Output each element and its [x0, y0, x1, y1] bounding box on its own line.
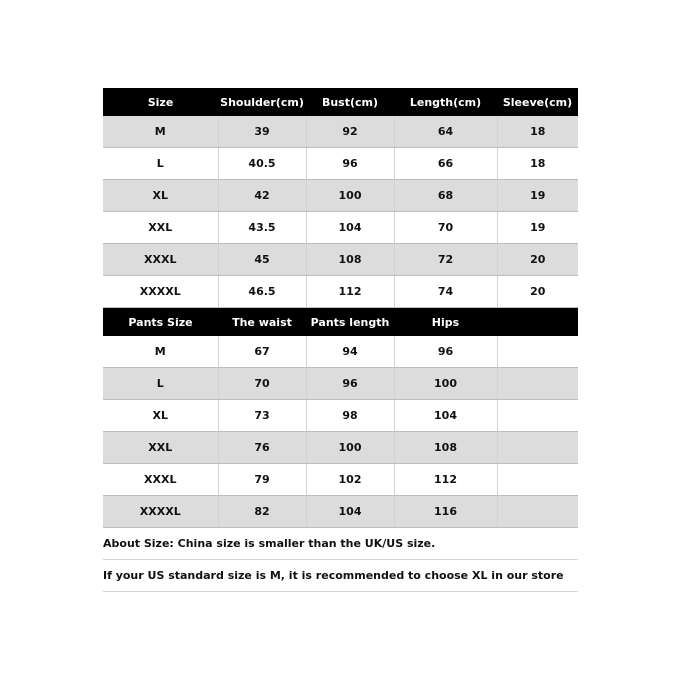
pants-table-value-cell: 94 — [306, 336, 394, 368]
pants-table-value-cell: 116 — [394, 496, 497, 528]
pants-table-value-cell: 102 — [306, 464, 394, 496]
top-table-row — [103, 148, 578, 180]
size-notes — [103, 528, 578, 592]
pants-table-value-cell — [497, 368, 578, 400]
size-table — [103, 88, 578, 528]
top-table-value-cell: 66 — [394, 148, 497, 180]
top-table-value-cell: 20 — [497, 276, 578, 308]
pants-table-header-row — [103, 308, 578, 337]
pants-table-value-cell: 82 — [218, 496, 306, 528]
top-table-row — [103, 276, 578, 308]
top-table-value-cell: 46.5 — [218, 276, 306, 308]
pants-table-row — [103, 368, 578, 400]
top-table-value-cell: 64 — [394, 116, 497, 148]
pants-table-value-cell: 76 — [218, 432, 306, 464]
pants-table-value-cell: 70 — [218, 368, 306, 400]
pants-table-row — [103, 432, 578, 464]
pants-table-value-cell: 100 — [306, 432, 394, 464]
pants-table-header-cell — [497, 308, 578, 337]
size-chart — [103, 88, 578, 592]
top-table-size-cell: XXL — [103, 212, 218, 244]
top-table-value-cell: 74 — [394, 276, 497, 308]
top-table-value-cell: 70 — [394, 212, 497, 244]
top-table-value-cell: 92 — [306, 116, 394, 148]
top-table-value-cell: 42 — [218, 180, 306, 212]
top-table-value-cell: 40.5 — [218, 148, 306, 180]
pants-table-value-cell — [497, 432, 578, 464]
pants-table-size-cell: XXXXL — [103, 496, 218, 528]
top-table-header-cell: Length(cm) — [394, 88, 497, 116]
top-table-size-cell: M — [103, 116, 218, 148]
top-table-row — [103, 244, 578, 276]
pants-table-size-cell: XXL — [103, 432, 218, 464]
top-table-value-cell: 112 — [306, 276, 394, 308]
top-table-value-cell: 104 — [306, 212, 394, 244]
pants-table-value-cell: 104 — [394, 400, 497, 432]
top-table-value-cell: 18 — [497, 148, 578, 180]
pants-table-value-cell — [497, 496, 578, 528]
top-table-row — [103, 212, 578, 244]
top-table-header-cell: Shoulder(cm) — [218, 88, 306, 116]
pants-table-value-cell — [497, 336, 578, 368]
size-note-recommendation: If your US standard size is M, it is recommended to choose XL in our store — [103, 560, 578, 592]
pants-table-header-cell: Pants Size — [103, 308, 218, 337]
top-table-size-cell: XL — [103, 180, 218, 212]
pants-table-size-cell: M — [103, 336, 218, 368]
top-table-value-cell: 19 — [497, 180, 578, 212]
top-table-header-cell: Size — [103, 88, 218, 116]
top-table-size-cell: L — [103, 148, 218, 180]
pants-table-header-cell: Hips — [394, 308, 497, 337]
top-table-value-cell: 43.5 — [218, 212, 306, 244]
top-table-value-cell: 20 — [497, 244, 578, 276]
pants-table-header-cell: Pants length — [306, 308, 394, 337]
top-table-value-cell: 19 — [497, 212, 578, 244]
pants-table-value-cell: 73 — [218, 400, 306, 432]
top-table-row — [103, 116, 578, 148]
top-table-row — [103, 180, 578, 212]
top-table-value-cell: 39 — [218, 116, 306, 148]
top-table-value-cell: 72 — [394, 244, 497, 276]
pants-table-value-cell — [497, 464, 578, 496]
top-table-size-cell: XXXXL — [103, 276, 218, 308]
pants-table-value-cell: 112 — [394, 464, 497, 496]
top-table-value-cell: 108 — [306, 244, 394, 276]
pants-table-row — [103, 336, 578, 368]
pants-table-value-cell: 108 — [394, 432, 497, 464]
top-table-header-cell: Bust(cm) — [306, 88, 394, 116]
pants-table-value-cell: 100 — [394, 368, 497, 400]
top-table-value-cell: 45 — [218, 244, 306, 276]
size-note-china: About Size: China size is smaller than the UK/US size. — [103, 528, 578, 560]
top-table-value-cell: 96 — [306, 148, 394, 180]
top-table-header-cell: Sleeve(cm) — [497, 88, 578, 116]
pants-table-value-cell: 98 — [306, 400, 394, 432]
top-table-header-row — [103, 88, 578, 116]
pants-table-header-cell: The waist — [218, 308, 306, 337]
pants-table-size-cell: L — [103, 368, 218, 400]
pants-table-size-cell: XL — [103, 400, 218, 432]
pants-table-size-cell: XXXL — [103, 464, 218, 496]
pants-table-row — [103, 464, 578, 496]
pants-table-value-cell: 96 — [394, 336, 497, 368]
pants-table-row — [103, 496, 578, 528]
pants-table-value-cell — [497, 400, 578, 432]
pants-table-row — [103, 400, 578, 432]
top-table-value-cell: 18 — [497, 116, 578, 148]
pants-table-value-cell: 67 — [218, 336, 306, 368]
top-table-size-cell: XXXL — [103, 244, 218, 276]
pants-table-value-cell: 96 — [306, 368, 394, 400]
top-table-value-cell: 68 — [394, 180, 497, 212]
pants-table-value-cell: 104 — [306, 496, 394, 528]
top-table-value-cell: 100 — [306, 180, 394, 212]
pants-table-value-cell: 79 — [218, 464, 306, 496]
